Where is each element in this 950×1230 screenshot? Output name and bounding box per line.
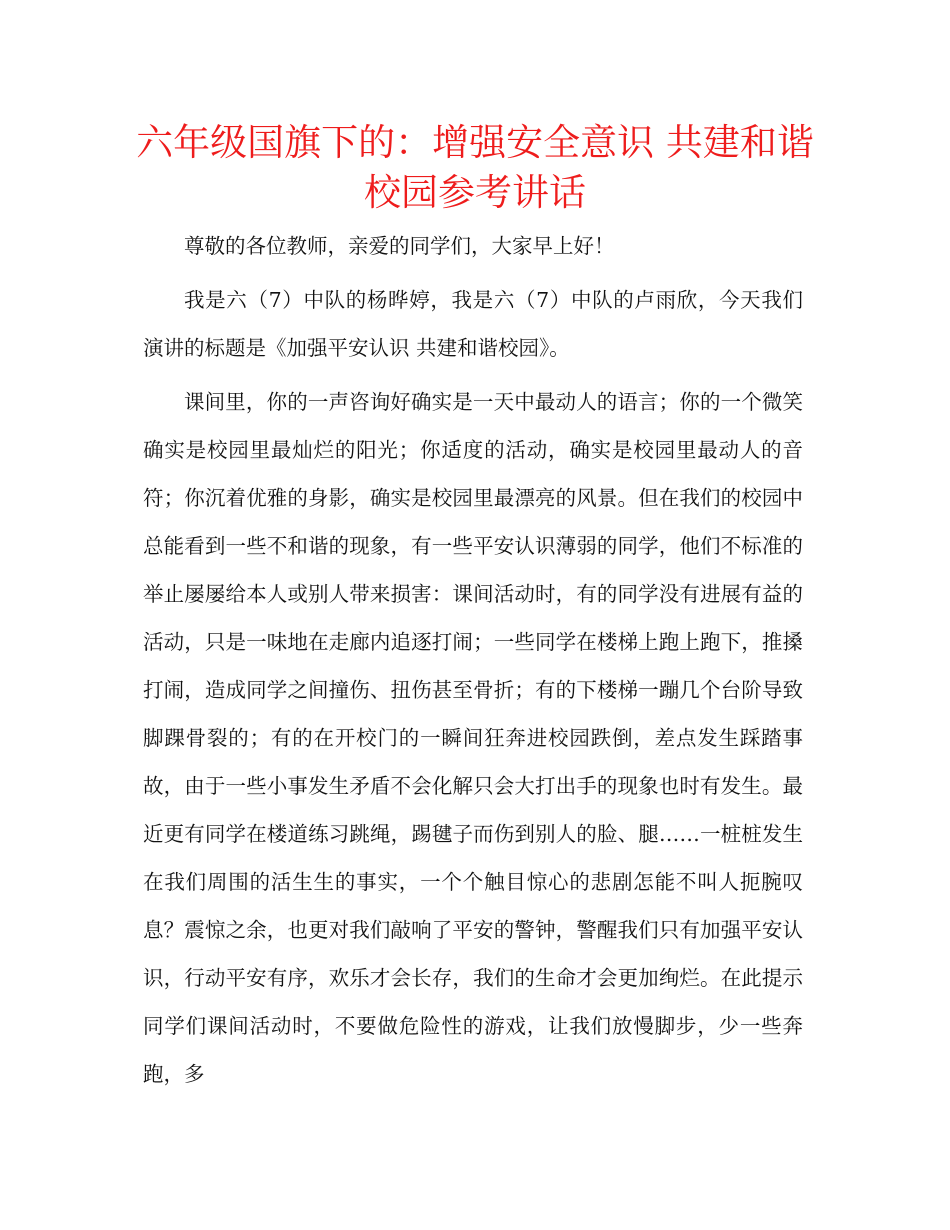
main-paragraph: 课间里，你的一声咨询好确实是一天中最动人的语言；你的一个微笑确实是校园里最灿烂的阳光；你适度的活动，确实是校园里最动人的音符；你沉着优雅的身影，确实是校园里最漂亮的风景。但在我们的校园中总能看到一些不和谐的现象，有一些平安认识薄弱的同学，他们不标准的举止屡屡给本人或别人带来损害：课间活动时，有的同学没有进展有益的活动，只是一味地在走廊内追逐打闹；一些同学在楼梯上跑上跑下，推搡打闹，造成同学之间撞伤、扭伤甚至骨折；有的下楼梯一蹦几个台阶导致脚踝骨裂的；有的在开校门的一瞬间狂奔进校园跌倒，差点发生踩踏事故，由于一些小事发生矛盾不会化解只会大打出手的现象也时有发生。最近更有同学在楼道练习跳绳，踢毽子而伤到别人的脸、腿……一桩桩发生在我们周围的活生生的事实，一个个触目惊心的悲剧怎能不叫人扼腕叹息？震惊之余，也更对我们敲响了平安的警钟，警醒我们只有加强平安认识，行动平安有序，欢乐才会长存，我们的生命才会更加绚烂。在此提示同学们课间活动时，不要做危险性的游戏，让我们放慢脚步，少一些奔跑，多 — [143, 390, 803, 1086]
introduction-paragraph: 我是六（7）中队的杨晔婷，我是六（7）中队的卢雨欣，今天我们演讲的标题是《加强平安认识 共建和谐校园》。 — [143, 288, 803, 360]
document-body — [143, 222, 803, 1098]
page-title: 六年级国旗下的：增强安全意识 共建和谐校园参考讲话 — [136, 121, 814, 214]
greeting-paragraph: 尊敬的各位教师，亲爱的同学们，大家早上好！ — [184, 234, 615, 258]
